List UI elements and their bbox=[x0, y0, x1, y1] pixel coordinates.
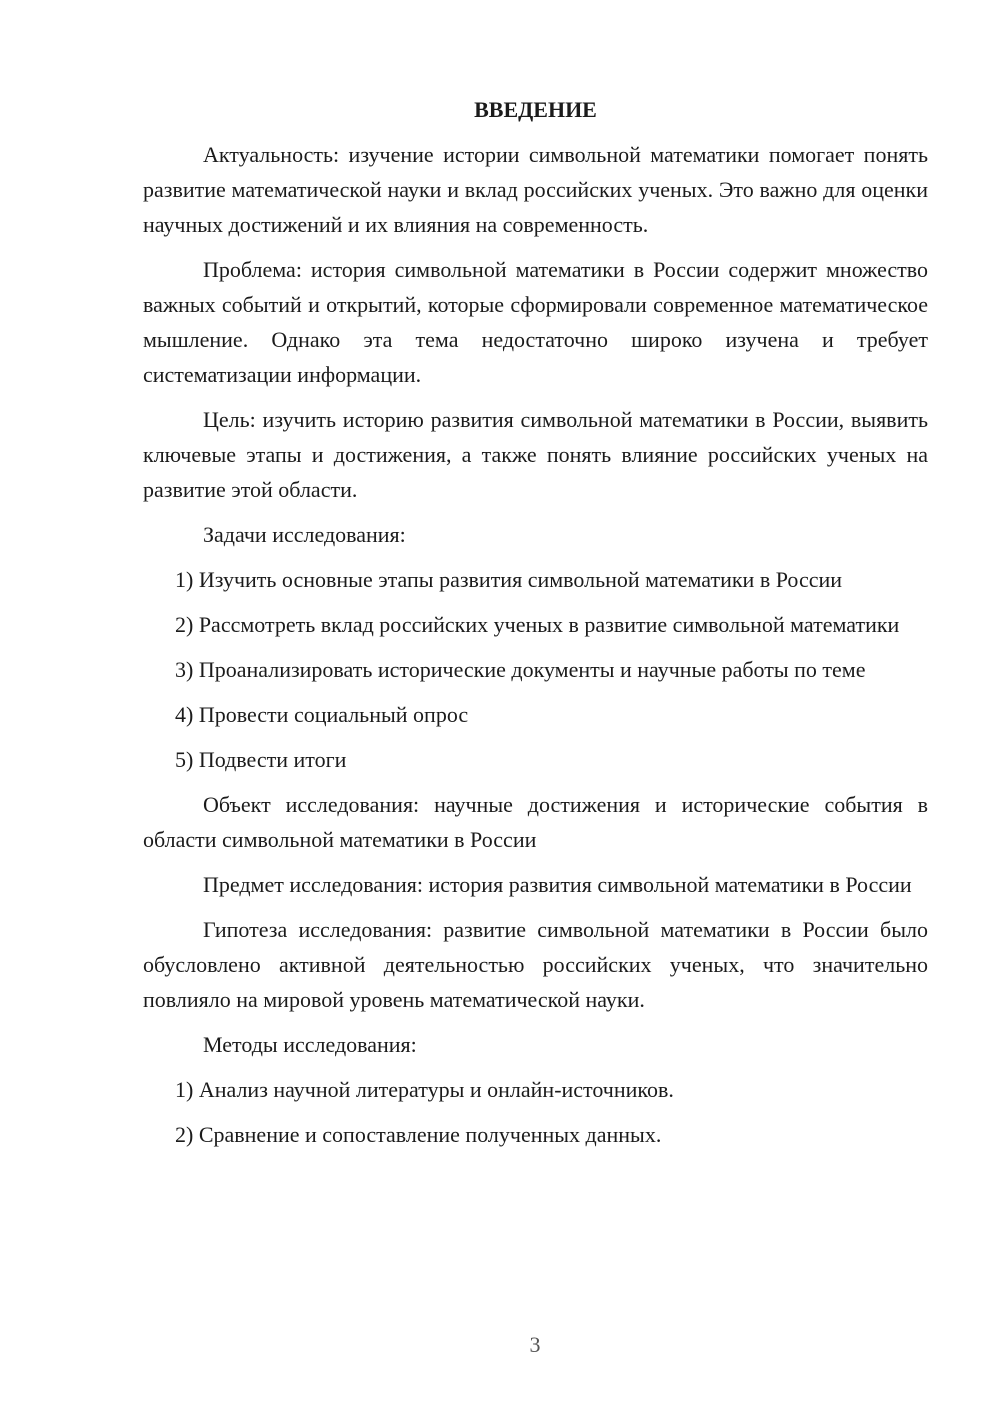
methods-heading: Методы исследования: bbox=[203, 1032, 417, 1057]
task-item-5: 5) Подвести итоги bbox=[175, 747, 347, 772]
object-paragraph: Объект исследования: научные достижения и исторические события в области символьной математики в России bbox=[143, 792, 928, 852]
task-item-2: 2) Рассмотреть вклад российских ученых в развитие символьной математики bbox=[175, 612, 900, 637]
subject-paragraph: Предмет исследования: история развития символьной математики в России bbox=[203, 872, 912, 897]
method-item-2: 2) Сравнение и сопоставление полученных данных. bbox=[175, 1122, 662, 1147]
tasks-heading: Задачи исследования: bbox=[203, 522, 406, 547]
task-item-4: 4) Провести социальный опрос bbox=[175, 702, 469, 727]
hypothesis-paragraph: Гипотеза исследования: развитие символьной математики в России было обусловлено активной деятельностью российских ученых, что значительно повлияло на мировой уровень математической науки. bbox=[143, 917, 928, 1012]
goal-paragraph: Цель: изучить историю развития символьной математики в России, выявить ключевые этапы и достижения, а также понять влияние российских ученых на развитие этой области. bbox=[143, 407, 928, 502]
page-number: 3 bbox=[529, 1332, 541, 1357]
task-item-3: 3) Проанализировать исторические документы и научные работы по теме bbox=[175, 657, 866, 682]
page-content bbox=[143, 92, 928, 1162]
task-item-1: 1) Изучить основные этапы развития символьной математики в России bbox=[175, 567, 843, 592]
method-item-1: 1) Анализ научной литературы и онлайн-источников. bbox=[175, 1077, 674, 1102]
relevance-paragraph: Актуальность: изучение истории символьной математики помогает понять развитие математической науки и вклад российских ученых. Это важно для оценки научных достижений и их влияния на современность. bbox=[143, 142, 928, 237]
problem-paragraph: Проблема: история символьной математики в России содержит множество важных событий и открытий, которые сформировали современное математическое мышление. Однако эта тема недостаточно широко изучена и требует систематизации информации. bbox=[143, 257, 928, 387]
page-title: ВВЕДЕНИЕ bbox=[474, 97, 597, 122]
